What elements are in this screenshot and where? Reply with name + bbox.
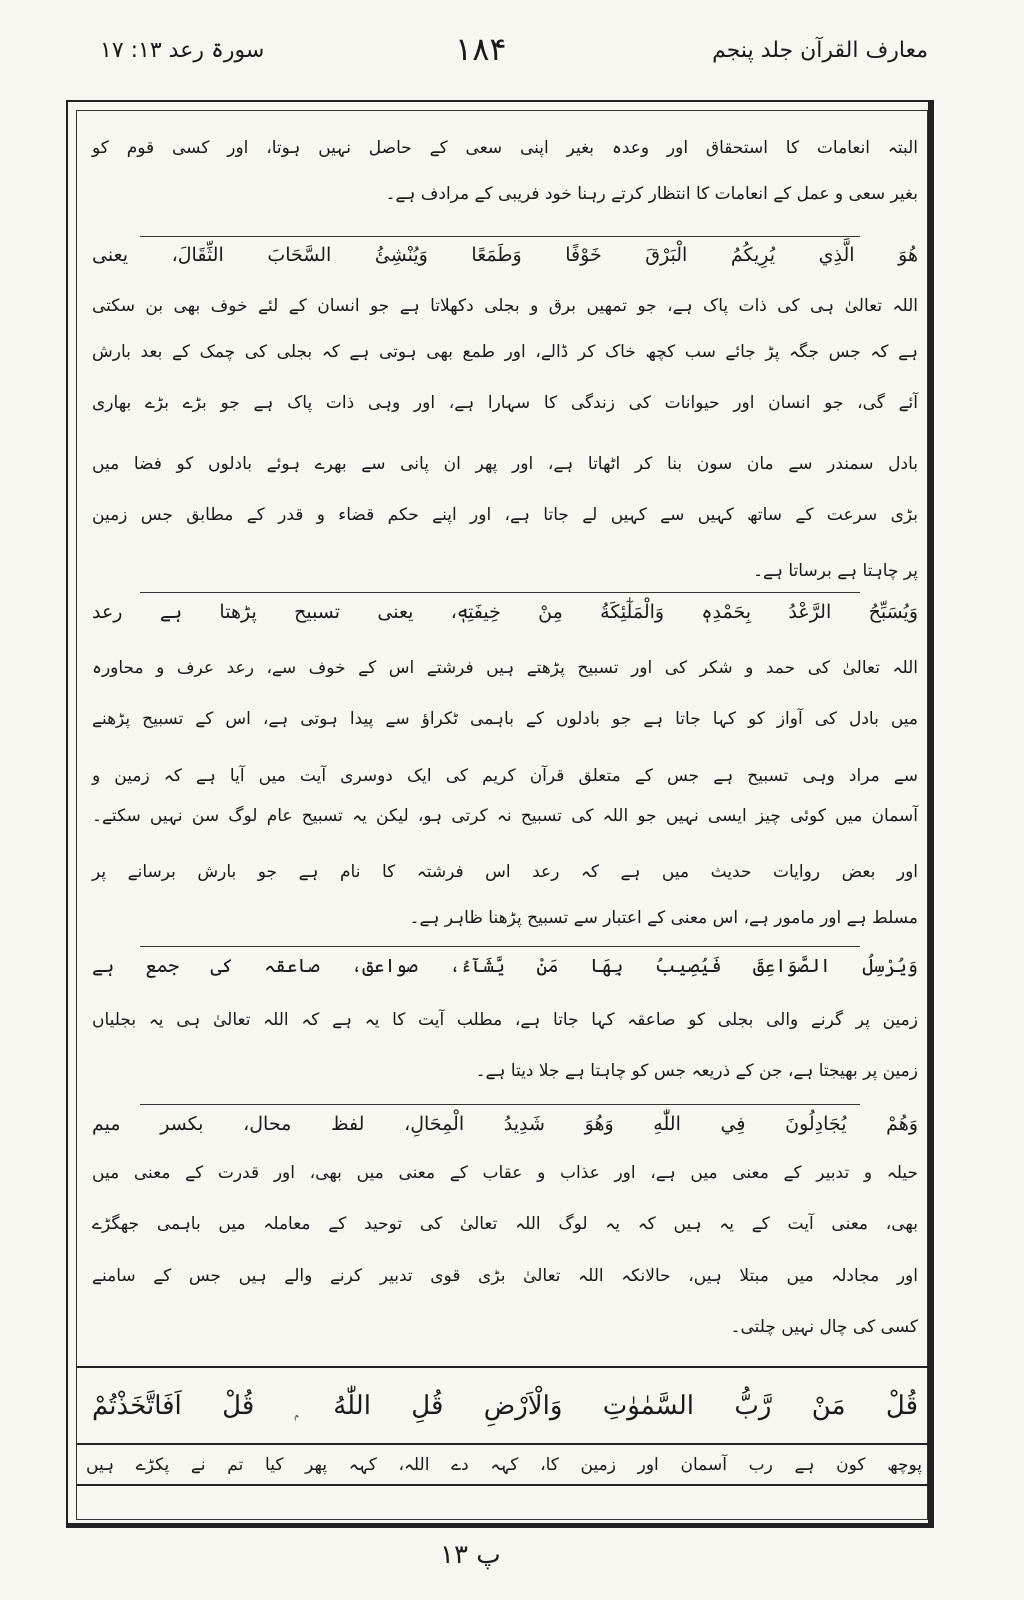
verse-box-top-rule <box>76 1366 928 1368</box>
quran-verse-line: هُوَ الَّذِي يُرِيكُمُ الْبَرْقَ خَوْفًا وَطَمَعًا وَيُنْشِئُ السَّحَابَ الثِّقَالَ، یعنی <box>92 244 918 266</box>
text-line: کسی کی چال نہیں چلتی۔ <box>730 1317 918 1337</box>
verse-rule <box>140 1104 860 1105</box>
book-title: معارف القرآن جلد پنجم <box>712 38 928 63</box>
text-line: پر چاہتا ہے برساتا ہے۔ <box>753 561 918 581</box>
quran-verse-box: قُلْ مَنْ رَّبُّ السَّمٰوٰتِ وَالْاَرْضِ قُلِ اللّٰهُ ۭ قُلْ اَفَاتَّخَذْتُمْ <box>92 1391 918 1421</box>
page-number: ۱۸۴ <box>455 30 507 68</box>
surah-reference: سورۃ رعد ۱۳: ۱۷ <box>100 38 265 63</box>
para-marker: پ ۱۳ <box>440 1540 501 1570</box>
text-line: آسمان میں کوئی چیز ایسی نہیں جو اللہ کی تسبیح نہ کرتی ہو، لیکن یہ تسبیح عام لوگ سن نہیں سکتے۔ <box>92 806 918 826</box>
text-line: بادل سمندر سے مان سون بنا کر اٹھاتا ہے، اور پھر ان پانی سے بھرے ہوئے بادلوں کو فضا میں <box>92 454 918 474</box>
text-line: زمین پر بھیجتا ہے، جن کے ذریعہ جس کو چاہتا ہے جلا دیتا ہے۔ <box>475 1061 918 1081</box>
verse-rule <box>140 946 860 947</box>
text-line: سے مراد وہی تسبیح ہے جس کے متعلق قرآن کریم کی ایک دوسری آیت میں آیا ہے کہ زمین و <box>92 766 918 786</box>
verse-rule <box>140 236 860 237</box>
text-line: حیلہ و تدبیر کے معنی میں ہے، اور عذاب و عقاب کے معنی میں بھی، اور قدرت کے معنی میں <box>92 1163 918 1183</box>
text-line: مسلط ہے اور مامور ہے، اس معنی کے اعتبار سے تسبیح پڑھنا ظاہر ہے۔ <box>409 908 918 928</box>
text-line: اللہ تعالیٰ کی حمد و شکر کی اور تسبیح پڑھتے ہیں فرشتے اس کے خوف سے، رعد عرف و محاورہ <box>92 658 918 678</box>
quran-verse-line: وَيُسَبِّحُ الرَّعْدُ بِحَمْدِهٖ وَالْمَلٰٓئِكَةُ مِنْ خِيفَتِهٖ، یعنی تسبیح پڑھتا ہے رعد <box>92 601 918 623</box>
verse-box-divider <box>76 1443 928 1445</box>
text-line: بغیر سعی و عمل کے انعامات کا انتظار کرتے رہنا خود فریبی کے مرادف ہے۔ <box>385 184 918 204</box>
text-line: آئے گی، جو انسان اور حیوانات کی زندگی کا سہارا ہے، اور وہی ذات پاک ہے جو بڑے بڑے بھاری <box>92 393 918 413</box>
text-line: زمین پر گرنے والی بجلی کو صاعقہ کہا جاتا ہے، مطلب آیت کا یہ ہے کہ اللہ تعالیٰ ہی یہ بجلیاں <box>92 1010 918 1030</box>
verse-translation: پوچھ کون ہے رب آسمان اور زمین کا، کہہ دے اللہ، کہہ پھر کیا تم نے پکڑے ہیں <box>86 1455 922 1475</box>
quran-verse-line: وَهُمْ يُجَادِلُونَ فِي اللّٰهِ وَهُوَ شَدِيدُ الْمِحَالِ، لفظ محال، بکسر میم <box>92 1113 918 1135</box>
text-line: میں بادل کی آواز کو کہا جاتا ہے جو بادلوں کے باہمی ٹکراؤ سے پیدا ہوتی ہے، اس کے تسبیح پڑھنے <box>92 709 918 729</box>
text-line: بھی، معنی آیت کے یہ ہیں کہ یہ لوگ اللہ تعالیٰ کی توحید کے معاملہ میں باہمی جھگڑے <box>92 1214 918 1234</box>
verse-rule <box>140 592 860 593</box>
text-line: ہے کہ جس جگہ پڑ جائے سب کچھ خاک کر ڈالے، اور طمع بھی ہوتی ہے کہ بجلی کی چمک کے بعد بارش <box>92 342 918 362</box>
quran-verse-line: وَيُرْسِلُ الصَّوَاعِقَ فَيُصِيبُ بِهَا مَنْ يَّشَآءُ، صواعق، صاعقہ کی جمع ہے <box>92 955 918 977</box>
verse-box-bottom-rule <box>76 1484 928 1486</box>
text-line: اور مجادلہ میں مبتلا ہیں، حالانکہ اللہ تعالیٰ بڑی قوی تدبیر کرنے والے ہیں جس کے سامنے <box>92 1266 918 1286</box>
text-line: بڑی سرعت کے ساتھ کہیں سے کہیں لے جاتا ہے، اور اپنے حکم قضاء و قدر کے مطابق جس زمین <box>92 505 918 525</box>
text-line: اللہ تعالیٰ ہی کی ذات پاک ہے، جو تمھیں برق و بجلی دکھلاتا ہے جو انسان کے لئے خوف بھی بن سکتی <box>92 296 918 316</box>
text-line: اور بعض روایات حدیث میں ہے کہ رعد اس فرشتہ کا نام ہے جو بارش برسانے پر <box>92 862 918 882</box>
text-line: البتہ انعامات کا استحقاق اور وعدہ بغیر اپنی سعی کے حاصل نہیں ہوتا، اور کسی قوم کو <box>92 138 918 158</box>
